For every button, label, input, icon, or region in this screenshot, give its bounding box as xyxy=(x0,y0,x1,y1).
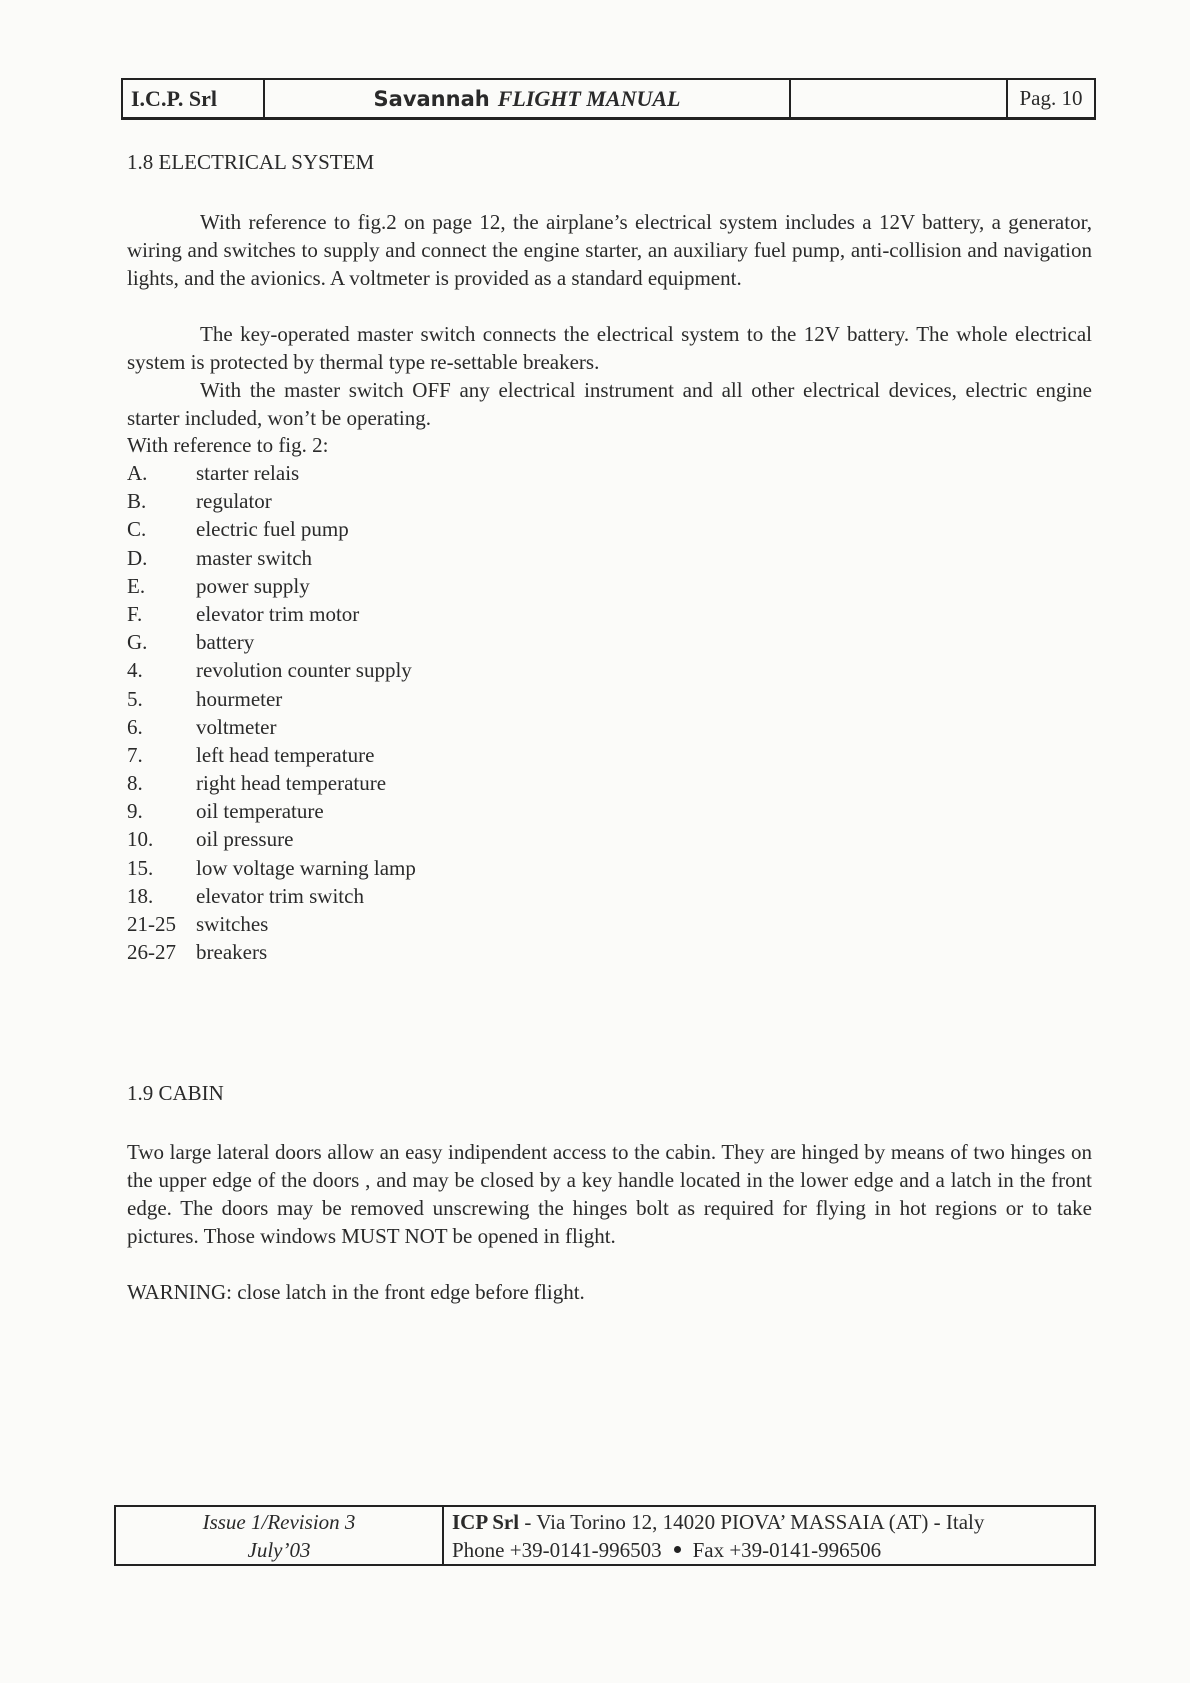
list-item xyxy=(127,544,727,572)
cabin-paragraph: Two large lateral doors allow an easy indipendent access to the cabin. They are hinged by means of two hinges on the upper edge of the doors , and may be closed by a key handle located in the lower edge and a latch in the front edge. The doors may be removed unscrewing the hinges bolt as required for flying in hot regions or to take pictures. Those windows MUST NOT be opened in flight. xyxy=(127,1140,1092,1248)
list-item xyxy=(127,938,727,966)
electrical-paragraph-2 xyxy=(127,320,1092,376)
list-item-key: 4. xyxy=(127,658,143,683)
list-item-label: low voltage warning lamp xyxy=(196,855,416,880)
list-item xyxy=(127,882,727,910)
list-item-label: battery xyxy=(196,630,255,655)
page-header xyxy=(121,78,1096,120)
list-item-label: voltmeter xyxy=(196,714,277,739)
list-item-label: oil temperature xyxy=(196,799,324,824)
list-item-label: power supply xyxy=(196,573,310,598)
list-item-key: C. xyxy=(127,517,147,542)
list-item-key: 6. xyxy=(127,714,143,739)
footer-issue: Issue 1/Revision 3 xyxy=(202,1509,356,1534)
page-footer xyxy=(114,1505,1096,1566)
list-item xyxy=(127,515,727,543)
component-list xyxy=(127,459,727,966)
list-item-key: 8. xyxy=(127,771,143,796)
list-item-label: revolution counter supply xyxy=(196,658,412,683)
list-item-label: elevator trim switch xyxy=(196,883,364,908)
list-item-key: 21-25 xyxy=(127,912,176,936)
list-item-key: A. xyxy=(127,461,148,485)
list-item-label: hourmeter xyxy=(196,686,283,711)
electrical-paragraph-2-text: The key-operated master switch connects the electrical system to the 12V battery. The whole electrical system is protected by thermal type re-settable breakers. xyxy=(127,322,1092,374)
list-item-key: D. xyxy=(127,545,148,570)
cabin-warning: WARNING: close latch in the front edge before flight. xyxy=(127,1280,585,1304)
list-item xyxy=(127,459,727,487)
bullet-icon xyxy=(674,1546,681,1553)
header-company: I.C.P. Srl xyxy=(123,80,265,117)
list-item xyxy=(127,769,727,797)
list-item xyxy=(127,656,727,684)
header-page-number: Pag. 10 xyxy=(1019,86,1083,110)
list-item xyxy=(127,685,727,713)
list-item-key: 9. xyxy=(127,799,143,824)
list-item-label: breakers xyxy=(196,940,268,965)
list-item-label: regulator xyxy=(196,489,272,514)
list-item xyxy=(127,854,727,882)
list-intro: With reference to fig. 2: xyxy=(127,433,329,457)
footer-company: ICP Srl xyxy=(452,1509,520,1534)
list-item xyxy=(127,600,727,628)
footer-issue-cell xyxy=(116,1507,444,1564)
list-item-label: electric fuel pump xyxy=(196,517,349,542)
header-manual-title: FLIGHT MANUAL xyxy=(497,85,681,111)
list-item-key: E. xyxy=(127,573,146,598)
list-item xyxy=(127,910,727,938)
footer-phone: Phone +39-0141-996503 xyxy=(452,1537,662,1562)
list-item-key: 15. xyxy=(127,855,154,880)
list-item-key: F. xyxy=(127,601,143,626)
header-empty-cell xyxy=(791,80,1008,117)
list-item-key: 5. xyxy=(127,686,143,711)
list-item-label: oil pressure xyxy=(196,827,294,852)
section-heading-electrical: 1.8 ELECTRICAL SYSTEM xyxy=(127,150,375,174)
section-heading-cabin: 1.9 CABIN xyxy=(127,1081,224,1105)
list-item xyxy=(127,741,727,769)
header-title xyxy=(265,80,791,117)
list-item-label: starter relais xyxy=(196,461,300,485)
footer-contact-cell xyxy=(444,1507,1094,1564)
list-item-key: G. xyxy=(127,630,148,655)
list-item xyxy=(127,825,727,853)
list-item xyxy=(127,628,727,656)
header-brand: Savannah xyxy=(373,86,490,111)
electrical-paragraph-1-text: With reference to fig.2 on page 12, the airplane’s electrical system includes a 12V battery, a generator, wiring and switches to supply and connect the engine starter, an auxiliary fuel pump, anti-collision and navigation lights, and the avionics. A voltmeter is provided as a standard equipment. xyxy=(127,210,1092,290)
footer-date: July’03 xyxy=(247,1537,311,1562)
list-item xyxy=(127,487,727,515)
electrical-paragraph-1 xyxy=(127,208,1092,292)
list-item-key: 7. xyxy=(127,742,143,767)
list-item xyxy=(127,572,727,600)
list-item-label: left head temperature xyxy=(196,742,375,767)
footer-fax: Fax +39-0141-996506 xyxy=(692,1537,882,1562)
list-item-label: master switch xyxy=(196,545,313,570)
list-item-key: 10. xyxy=(127,827,154,852)
list-item-label: right head temperature xyxy=(196,771,387,796)
list-item-key: 26-27 xyxy=(127,940,176,965)
footer-address-line xyxy=(452,1508,1094,1536)
list-item-label: elevator trim motor xyxy=(196,601,360,626)
list-item-label: switches xyxy=(196,912,269,936)
footer-address: - Via Torino 12, 14020 PIOVA’ MASSAIA (AT) - Italy xyxy=(519,1509,985,1534)
list-item-key: 18. xyxy=(127,883,154,908)
footer-phone-line xyxy=(452,1536,1094,1564)
list-item xyxy=(127,713,727,741)
electrical-paragraph-3 xyxy=(127,376,1092,432)
electrical-paragraph-3-text: With the master switch OFF any electrical instrument and all other electrical devices, electric engine starter included, won’t be operating. xyxy=(127,378,1092,430)
list-item xyxy=(127,797,727,825)
list-item-key: B. xyxy=(127,489,147,514)
